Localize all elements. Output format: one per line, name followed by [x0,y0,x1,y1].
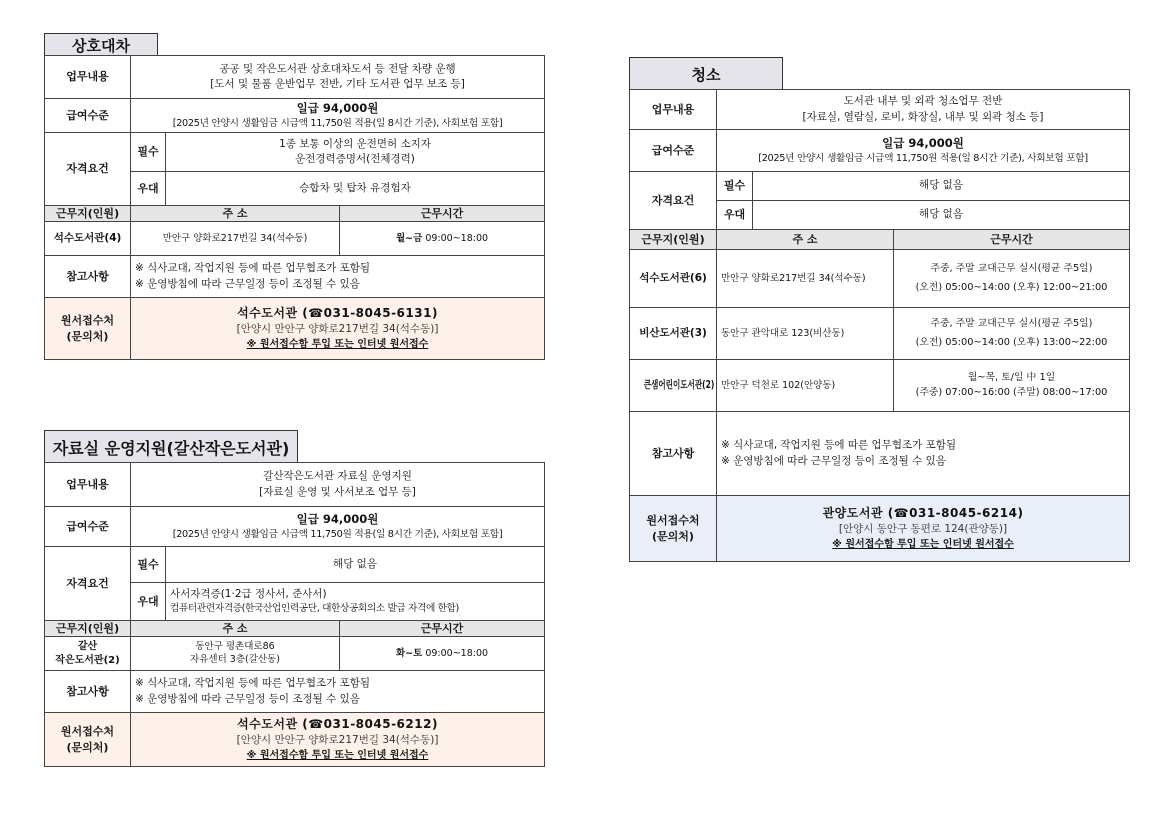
job-table [629,89,1130,562]
preferred-content: 해당 없음 [753,201,1130,230]
site-place: 갈산 작은도서관(2) [45,637,131,671]
contact-address: [안양시 만안구 양화로217번길 34(석수동)] [236,323,439,336]
contact-phone: 관양도서관 (☎031-8045-6214) [822,505,1024,520]
label-apply: 원서접수처 (문의처) [45,713,131,767]
notes-content: ※ 식사교대, 작업지원 등에 따른 업무협조가 포함됨 ※ 운영방침에 따라 근무일정 등이 조정될 수 있음 [131,671,545,713]
site-hours: 월~금 09:00~18:00 [340,222,545,256]
job-block-reading-room-support [44,430,544,782]
apply-method-note: ※ 원서접수함 투입 또는 인터넷 원서접수 [832,538,1014,550]
label-work: 업무내용 [45,463,131,507]
site-header-row [630,230,1130,250]
site-place: 석수도서관(6) [630,250,717,308]
label-apply: 원서접수처 (문의처) [630,496,717,562]
site-hours: 화~토 09:00~18:00 [340,637,545,671]
label-required: 필수 [131,133,166,172]
row-wage [630,130,1130,172]
site-place: 석수도서관(4) [45,222,131,256]
label-required: 필수 [131,547,166,583]
label-wage: 급여수준 [45,507,131,547]
row-notes [45,256,545,298]
row-wage [45,99,545,133]
site-address: 만안구 양화로217번길 34(석수동) [131,222,340,256]
notes-content: ※ 식사교대, 작업지원 등에 따른 업무협조가 포함됨 ※ 운영방침에 따라 근무일정 등이 조정될 수 있음 [717,412,1130,496]
preferred-content: 승합차 및 탑차 유경험자 [166,172,545,206]
apply-content [131,713,545,767]
row-work [45,463,545,507]
site-header-row [45,206,545,222]
job-table [44,462,545,767]
row-required [630,172,1130,201]
label-apply: 원서접수처 (문의처) [45,298,131,360]
site-address: 동안구 평촌대로86 자유센터 3층(갈산동) [131,637,340,671]
label-qualification: 자격요건 [630,172,717,230]
site-hours: 주중, 주말 교대근무 실시(평균 주5일) (오전) 05:00~14:00 (오후) 13:00~22:00 [894,308,1130,360]
site-row [45,637,545,671]
apply-method-note: ※ 원서접수함 투입 또는 인터넷 원서접수 [246,338,429,350]
site-header-row [45,621,545,637]
work-content: 도서관 내부 및 외곽 청소업무 전반 [자료실, 열람실, 로비, 화장실, 내부 및 외곽 청소 등] [717,90,1130,130]
contact-phone: 석수도서관 (☎031-8045-6131) [237,305,438,320]
job-title: 청소 [629,57,783,90]
job-block-cleaning [629,57,1129,574]
site-place: 큰샘어린이도서관(2) [630,360,717,412]
required-content: 1종 보통 이상의 운전면허 소지자 운전경력증명서(전체경력) [166,133,545,172]
job-block-interlibrary-loan [44,33,544,398]
header-place: 근무지(인원) [630,230,717,250]
row-apply [630,496,1130,562]
label-notes: 참고사항 [630,412,717,496]
row-apply [45,713,545,767]
label-preferred: 우대 [131,583,166,621]
label-notes: 참고사항 [45,256,131,298]
site-row [630,308,1130,360]
site-row [45,222,545,256]
site-address: 만안구 양화로217번길 34(석수동) [717,250,894,308]
header-address: 주 소 [131,621,340,637]
job-title: 상호대차 [44,33,158,56]
header-hours: 근무시간 [340,621,545,637]
row-notes [630,412,1130,496]
row-wage [45,507,545,547]
site-address: 동안구 관악대로 123(비산동) [717,308,894,360]
row-notes [45,671,545,713]
work-content: 공공 및 작은도서관 상호대차도서 등 전달 차량 운행 [도서 및 물품 운반업무 전반, 기타 도서관 업무 보조 등] [131,56,545,99]
job-table [44,55,545,360]
site-hours: 주중, 주말 교대근무 실시(평균 주5일) (오전) 05:00~14:00 (오후) 12:00~21:00 [894,250,1130,308]
label-preferred: 우대 [131,172,166,206]
required-content: 해당 없음 [166,547,545,583]
row-work [45,56,545,99]
apply-method-note: ※ 원서접수함 투입 또는 인터넷 원서접수 [246,749,429,761]
site-place: 비산도서관(3) [630,308,717,360]
site-row [630,250,1130,308]
row-required [45,133,545,172]
header-place: 근무지(인원) [45,206,131,222]
contact-address: [안양시 동안구 동편로 124(관양동)] [838,523,1008,536]
label-notes: 참고사항 [45,671,131,713]
header-hours: 근무시간 [340,206,545,222]
contact-address: [안양시 만안구 양화로217번길 34(석수동)] [236,734,439,747]
wage-content: 일급 94,000원 [2025년 안양시 생활임금 시급액 11,750원 적용(일 8시간 기준), 사회보험 포함] [131,99,545,133]
site-hours: 월~목, 토/일 中 1일 (주중) 07:00~16:00 (주말) 08:00~17:00 [894,360,1130,412]
label-wage: 급여수준 [45,99,131,133]
site-row [630,360,1130,412]
row-required [45,547,545,583]
preferred-content: 사서자격증(1·2급 정사서, 준사서) 컴퓨터관련자격증(한국산업인력공단, 대한상공회의소 발급 자격에 한함) [166,583,545,621]
label-work: 업무내용 [630,90,717,130]
apply-content [717,496,1130,562]
job-title: 자료실 운영지원(갈산작은도서관) [44,430,298,463]
wage-content: 일급 94,000원 [2025년 안양시 생활임금 시급액 11,750원 적용(일 8시간 기준), 사회보험 포함] [717,130,1130,172]
label-work: 업무내용 [45,56,131,99]
apply-content [131,298,545,360]
row-apply [45,298,545,360]
header-address: 주 소 [717,230,894,250]
required-content: 해당 없음 [753,172,1130,201]
contact-phone: 석수도서관 (☎031-8045-6212) [237,716,438,731]
header-address: 주 소 [131,206,340,222]
notes-content: ※ 식사교대, 작업지원 등에 따른 업무협조가 포함됨 ※ 운영방침에 따라 근무일정 등이 조정될 수 있음 [131,256,545,298]
row-work [630,90,1130,130]
label-preferred: 우대 [717,201,753,230]
label-qualification: 자격요건 [45,133,131,206]
label-required: 필수 [717,172,753,201]
wage-content: 일급 94,000원 [2025년 안양시 생활임금 시급액 11,750원 적용(일 8시간 기준), 사회보험 포함] [131,507,545,547]
label-wage: 급여수준 [630,130,717,172]
header-place: 근무지(인원) [45,621,131,637]
site-address: 만안구 덕천로 102(안양동) [717,360,894,412]
label-qualification: 자격요건 [45,547,131,621]
work-content: 갈산작은도서관 자료실 운영지원 [자료실 운영 및 사서보조 업무 등] [131,463,545,507]
header-hours: 근무시간 [894,230,1130,250]
